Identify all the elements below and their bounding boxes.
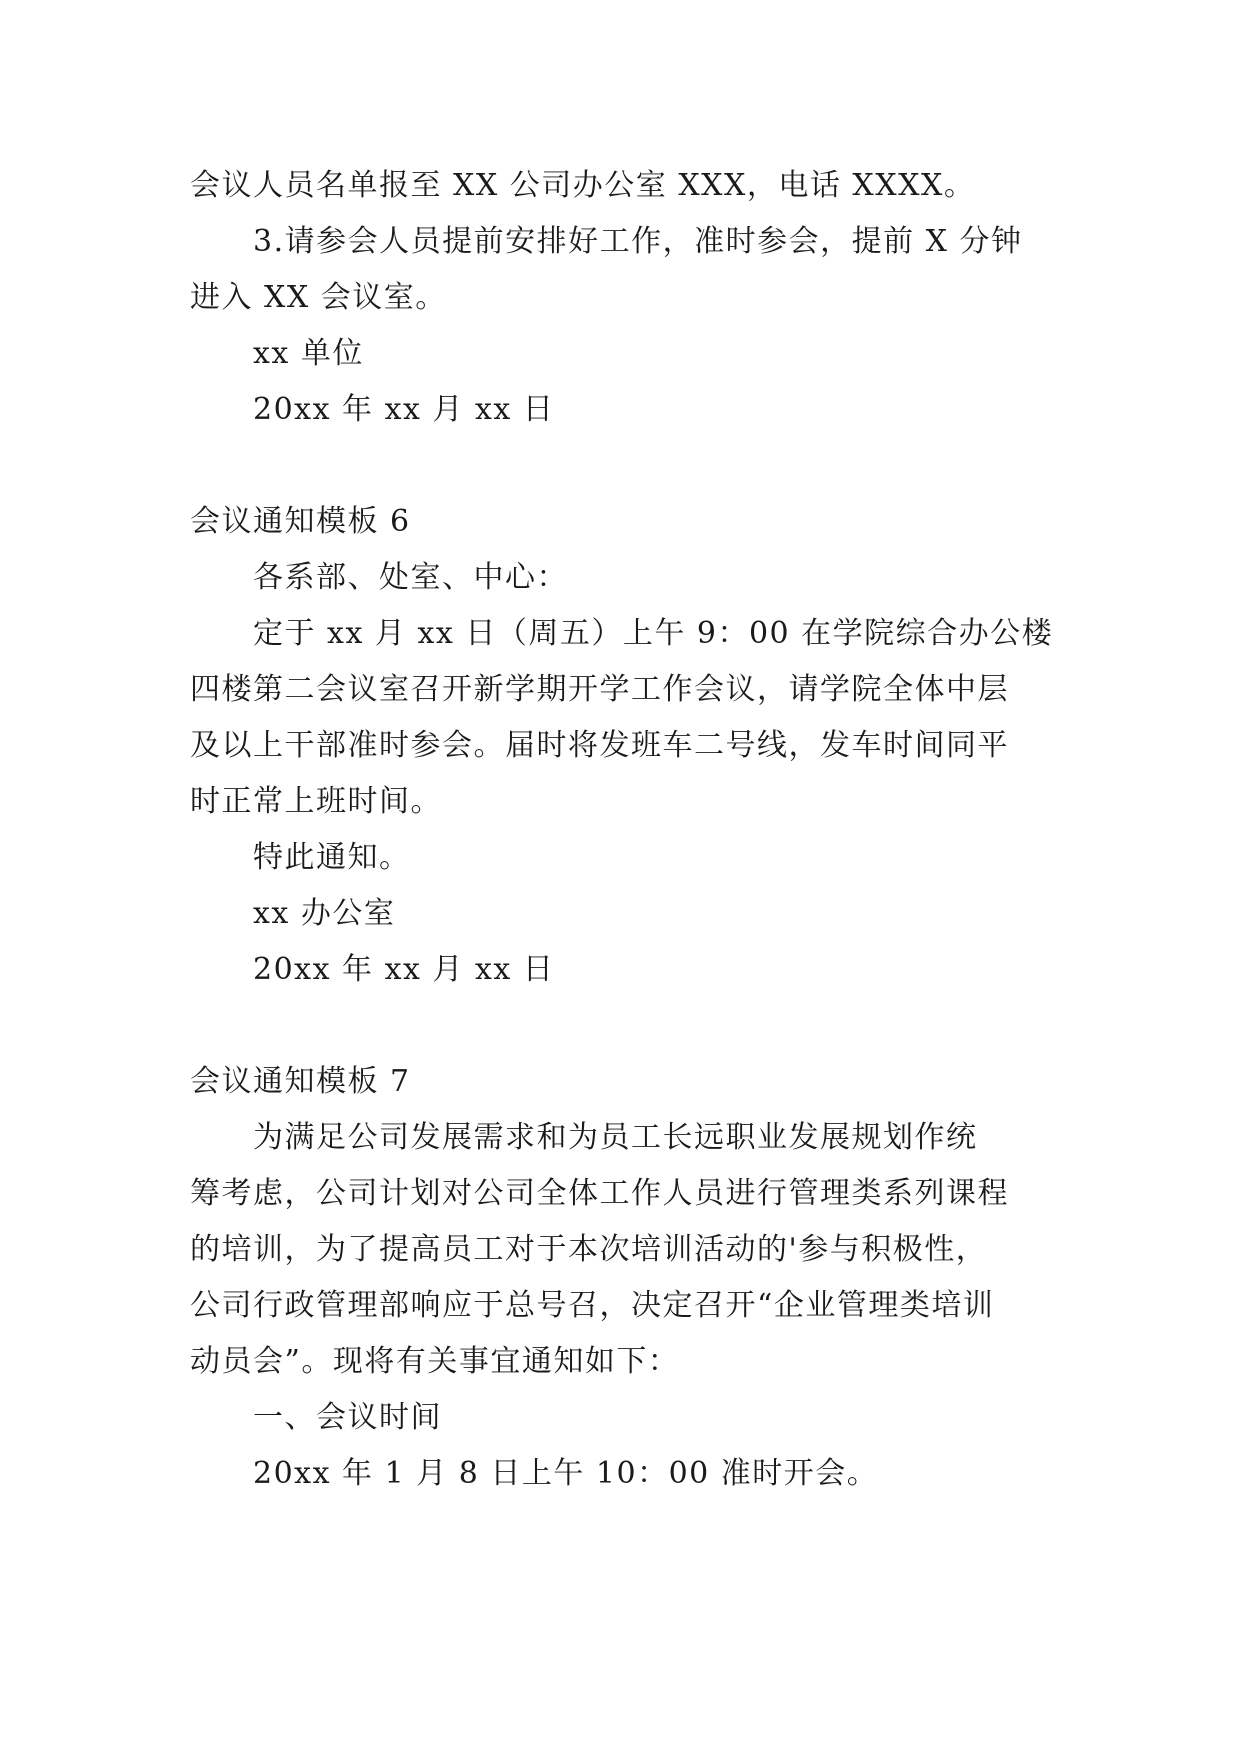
section-heading: 会议通知模板 7 [190, 1064, 411, 1099]
signature-date: 20xx 年 xx 月 xx 日 [253, 952, 555, 987]
signature-date: 20xx 年 xx 月 xx 日 [253, 392, 555, 427]
closing-line: 特此通知。 [253, 840, 411, 875]
signature-unit: xx 单位 [253, 336, 364, 371]
section-heading: 会议通知模板 6 [190, 504, 411, 539]
text-line: 动员会”。现将有关事宜通知如下： [190, 1344, 680, 1379]
text-line: 的培训，为了提高员工对于本次培训活动的'参与积极性， [190, 1232, 988, 1267]
text-line: 会议人员名单报至 XX 公司办公室 XXX，电话 XXXX。 [190, 168, 976, 203]
salutation: 各系部、处室、中心： [253, 560, 568, 595]
text-line: 四楼第二会议室召开新学期开学工作会议，请学院全体中层 [190, 672, 1009, 707]
text-line: 3.请参会人员提前安排好工作，准时参会，提前 X 分钟 [253, 224, 1023, 259]
text-line: 定于 xx 月 xx 日（周五）上午 9：00 在学院综合办公楼 [253, 616, 1054, 651]
subheading: 一、会议时间 [253, 1400, 442, 1435]
text-line: 时正常上班时间。 [190, 784, 442, 819]
text-line: 及以上干部准时参会。届时将发班车二号线，发车时间同平 [190, 728, 1009, 763]
signature-unit: xx 办公室 [253, 896, 396, 931]
text-line: 20xx 年 1 月 8 日上午 10：00 准时开会。 [253, 1456, 879, 1491]
text-line: 为满足公司发展需求和为员工长远职业发展规划作统 [253, 1120, 978, 1155]
text-line: 进入 XX 会议室。 [190, 280, 447, 315]
text-line: 公司行政管理部响应于总号召，决定召开“企业管理类培训 [190, 1288, 995, 1323]
text-line: 筹考虑，公司计划对公司全体工作人员进行管理类系列课程 [190, 1176, 1009, 1211]
